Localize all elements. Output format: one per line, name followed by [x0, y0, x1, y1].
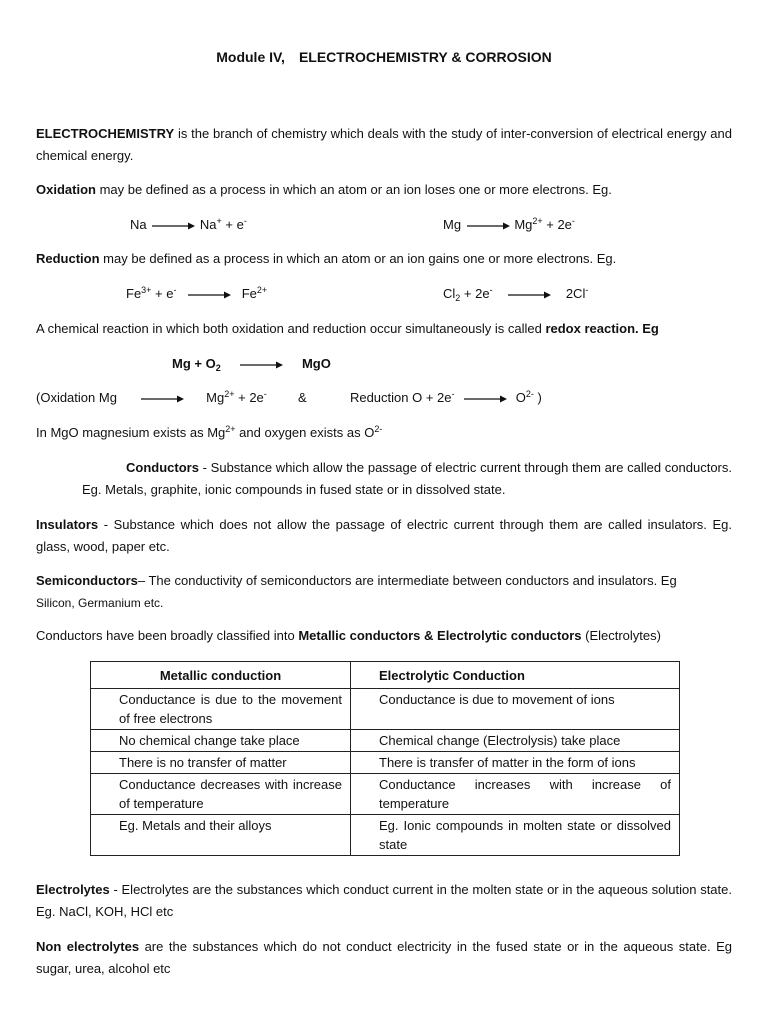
table-cell: Eg. Metals and their alloys — [91, 815, 351, 856]
table-row — [91, 815, 680, 856]
table-cell: Conductance increases with increase of temperature — [351, 774, 680, 815]
page-title — [0, 49, 768, 65]
oxidation-equation-2 — [443, 215, 575, 235]
reduction-term: Reduction — [36, 251, 100, 266]
intro-paragraph — [36, 123, 732, 167]
redox-eq-product: MgO — [301, 356, 331, 371]
table-cell: There is no transfer of matter — [91, 752, 351, 774]
oxidation-term: Oxidation — [36, 182, 96, 197]
table-cell: Conductance is due to movement of ions — [351, 689, 680, 730]
ox-eq2-product: $Mg^{2+} + 2e^-$ — [514, 216, 575, 232]
redox-eq-reactants: $Mg + O_2$ — [172, 356, 221, 373]
reaction-arrow-icon — [238, 360, 284, 370]
redox-red-product: $O^{2-}$ ) — [515, 389, 542, 405]
reaction-arrow-icon — [506, 290, 552, 300]
nonelectrolytes-text: are the substances which do not conduct electricity in the fused state or in the aqueous state. Eg sugar, urea, alcohol etc — [36, 939, 732, 976]
table-row — [91, 752, 680, 774]
table-cell: Conductance decreases with increase of temperature — [91, 774, 351, 815]
table-row — [91, 730, 680, 752]
redox-ox-label: (Oxidation Mg — [36, 390, 117, 405]
redox-ox-product: $Mg^{2+} + 2e^-$ — [206, 389, 267, 405]
insulators-text: - Substance which does not allow the passage of electric current through them are called insulators. Eg. glass, wood, paper etc. — [36, 517, 732, 554]
redox-text: A chemical reaction in which both oxidation and reduction occur simultaneously is called — [36, 321, 546, 336]
insulators-paragraph — [36, 514, 732, 558]
red-eq2-product: 2Cl- — [565, 285, 589, 301]
red-eq2-reactant: $Cl_2 + 2e^-$ — [443, 285, 493, 303]
reduction-text: may be defined as a process in which an atom or an ion gains one or more electrons. Eg. — [99, 251, 617, 266]
table-header-row — [91, 662, 680, 689]
semiconductors-paragraph — [36, 570, 732, 614]
conductors-term: Conductors — [126, 460, 199, 475]
redox-term: redox reaction. Eg — [545, 321, 659, 336]
reaction-arrow-icon — [462, 394, 508, 404]
red-eq1-product: $Fe^{2+}$ — [241, 285, 268, 301]
redox-equation — [172, 354, 331, 374]
oxidation-equation-1 — [130, 215, 247, 235]
intro-text: is the branch of chemistry which deals with the study of inter-conversion of electrical energy and chemical energy. — [36, 126, 732, 163]
table-cell: No chemical change take place — [91, 730, 351, 752]
oxidation-text: may be defined as a process in which an atom or an ion loses one or more electrons. Eg. — [95, 182, 612, 197]
redox-ampersand: & — [298, 390, 307, 405]
semiconductors-examples: Silicon, Germanium etc. — [36, 596, 164, 610]
redox-paragraph — [36, 318, 732, 340]
oxidation-paragraph — [36, 179, 732, 201]
reduction-paragraph — [36, 248, 732, 270]
electrolytes-text: - Electrolytes are the substances which conduct current in the molten state or in the aqueous solution state. Eg. NaCl, KOH, HCl etc — [36, 882, 732, 919]
reaction-arrow-icon — [139, 394, 185, 404]
electrolytes-term: Electrolytes — [36, 882, 110, 897]
reduction-equation-2 — [443, 284, 588, 304]
table-row — [91, 689, 680, 730]
semiconductors-term: Semiconductors — [36, 573, 138, 588]
reaction-arrow-icon — [186, 290, 232, 300]
conduction-comparison-table — [90, 661, 680, 856]
table-header-electrolytic: Electrolytic Conduction — [351, 662, 680, 689]
nonelectrolytes-term: Non electrolytes — [36, 939, 140, 954]
reaction-arrow-icon — [150, 221, 196, 231]
reaction-arrow-icon — [465, 221, 511, 231]
mgo-paragraph: In MgO magnesium exists as $Mg^{2+}$ and oxygen exists as $O^{2-}$ — [36, 424, 383, 440]
electrolytes-paragraph — [36, 879, 732, 923]
redox-breakdown — [36, 388, 542, 408]
semiconductors-text: – The conductivity of semiconductors are intermediate between conductors and insulators. Eg — [137, 573, 677, 588]
ox-eq1-reactant: Na — [130, 217, 147, 232]
intro-term: ELECTROCHEMISTRY — [36, 126, 175, 141]
table-header-metallic: Metallic conduction — [91, 662, 351, 689]
reduction-equation-1 — [126, 284, 267, 304]
table-row — [91, 774, 680, 815]
classification-paragraph: Conductors have been broadly classified into Metallic conductors & Electrolytic conductors (Electrolytes) — [36, 628, 661, 643]
redox-red-label: Reduction O + 2e- — [349, 389, 455, 405]
conductors-text: - Substance which allow the passage of electric current through them are called conductors. Eg. Metals, graphite, ionic compounds in fused state or in dissolved state. — [82, 460, 732, 497]
title-subject: ELECTROCHEMISTRY & CORROSION — [298, 49, 552, 65]
conductors-paragraph — [82, 457, 732, 501]
ox-eq2-reactant: Mg — [443, 217, 462, 232]
title-module: Module IV, — [216, 49, 285, 65]
table-cell: There is transfer of matter in the form of ions — [351, 752, 680, 774]
table-cell: Conductance is due to the movement of free electrons — [91, 689, 351, 730]
insulators-term: Insulators — [36, 517, 99, 532]
table-cell: Eg. Ionic compounds in molten state or dissolved state — [351, 815, 680, 856]
nonelectrolytes-paragraph — [36, 936, 732, 980]
ox-eq1-product: Na+ + e- — [199, 216, 247, 232]
red-eq1-reactant: $Fe^{3+} + e^-$ — [126, 285, 177, 301]
table-cell: Chemical change (Electrolysis) take place — [351, 730, 680, 752]
